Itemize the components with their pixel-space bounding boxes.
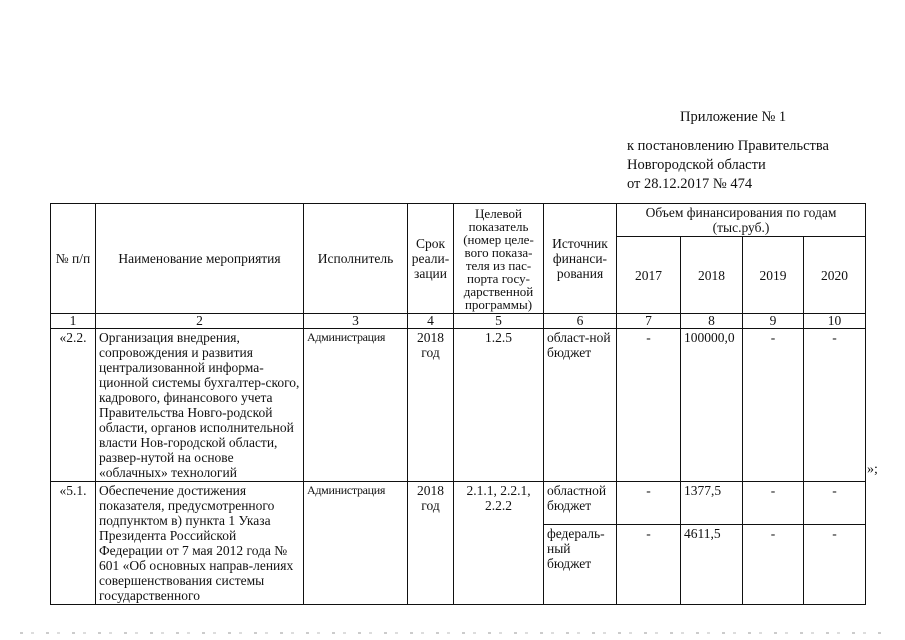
col-number: 1: [51, 314, 96, 329]
row-term: 2018 год: [408, 482, 454, 605]
row-source: федераль-ный бюджет: [544, 524, 617, 604]
row-name: Обеспечение достижения показателя, предусмотренного подпунктом в) пункта 1 Указа Президента Российской Федерации от 7 мая 2012 года № 601 «Об основных направ-лениях совершенствования системы государственного: [96, 482, 304, 605]
row-num: «5.1.: [51, 482, 96, 605]
row-2019: -: [743, 524, 804, 604]
row-2017: -: [617, 482, 681, 525]
col-number: 3: [304, 314, 408, 329]
header-num: № п/п: [51, 204, 96, 314]
row-executor: Администрация: [304, 329, 408, 482]
row-2018: 4611,5: [681, 524, 743, 604]
header-year-2019: 2019: [743, 237, 804, 314]
row-2017: -: [617, 329, 681, 482]
row-source: областной бюджет: [544, 482, 617, 525]
row-2019: -: [743, 329, 804, 482]
appendix-line-2: Новгородской области: [627, 157, 766, 173]
col-number: 5: [454, 314, 544, 329]
scan-edge-artifact: [20, 632, 885, 634]
col-number: 8: [681, 314, 743, 329]
appendix-header: [627, 108, 897, 194]
column-numbers-row: [51, 314, 866, 329]
header-executor: Исполнитель: [304, 204, 408, 314]
row-num: «2.2.: [51, 329, 96, 482]
row-2018: 100000,0: [681, 329, 743, 482]
appendix-title: Приложение № 1: [680, 109, 787, 125]
row-source: област-ной бюджет: [544, 329, 617, 482]
appendix-line-3: от 28.12.2017 № 474: [627, 176, 753, 192]
row-2020: -: [804, 482, 866, 525]
header-funding: Объем финансирования по годам (тыс.руб.): [617, 204, 866, 237]
row-2018: 1377,5: [681, 482, 743, 525]
col-number: 6: [544, 314, 617, 329]
header-target: Целевой показатель (номер целе-вого показа-теля из пас-порта госу-дарственной программы): [454, 204, 544, 314]
header-year-2020: 2020: [804, 237, 866, 314]
col-number: 7: [617, 314, 681, 329]
funding-table: [50, 203, 866, 605]
header-year-2018: 2018: [681, 237, 743, 314]
header-name: Наименование мероприятия: [96, 204, 304, 314]
table-row: [51, 329, 866, 482]
header-year-2017: 2017: [617, 237, 681, 314]
col-number: 2: [96, 314, 304, 329]
row-name: Организация внедрения, сопровождения и развития централизованной информа-ционной системы бухгалтер-ского, кадрового, финансового учета Правительства Новго-родской области, органов исполнительной власти Нов-городской области, развер-нутой на основе «облачных» технологий: [96, 329, 304, 482]
col-number: 4: [408, 314, 454, 329]
row-2020: -: [804, 329, 866, 482]
row-closing-quote: »;: [867, 462, 878, 477]
row-target: 2.1.1, 2.2.1, 2.2.2: [454, 482, 544, 605]
row-term: 2018 год: [408, 329, 454, 482]
col-number: 9: [743, 314, 804, 329]
appendix-line-1: к постановлению Правительства: [627, 138, 829, 154]
header-source: Источник финанси-рования: [544, 204, 617, 314]
row-executor: Администрация: [304, 482, 408, 605]
row-2020: -: [804, 524, 866, 604]
col-number: 10: [804, 314, 866, 329]
row-2019: -: [743, 482, 804, 525]
header-term: Срок реали-зации: [408, 204, 454, 314]
table-row: [51, 482, 866, 525]
row-2017: -: [617, 524, 681, 604]
row-target: 1.2.5: [454, 329, 544, 482]
